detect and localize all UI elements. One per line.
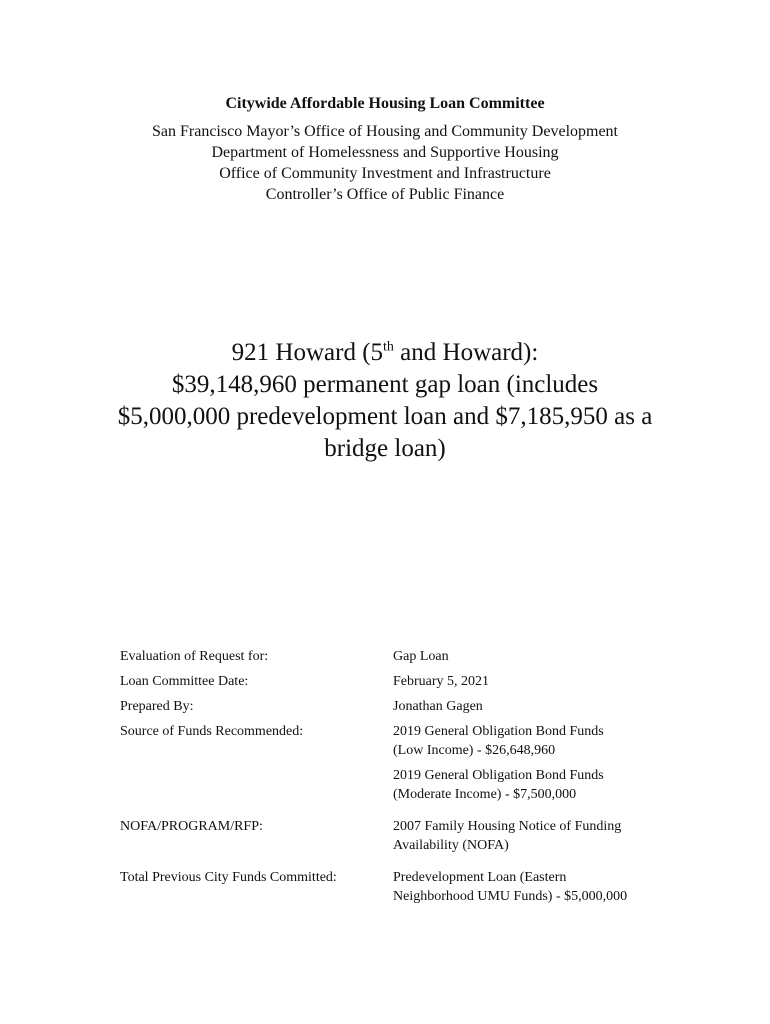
detail-label: Loan Committee Date:: [120, 674, 249, 689]
funding-source-item: [393, 722, 680, 760]
project-name-line: [80, 337, 690, 369]
detail-value-line: 2007 Family Housing Notice of Funding: [393, 819, 622, 834]
detail-row-nofa: [120, 817, 680, 855]
agency-line: San Francisco Mayor’s Office of Housing and Community Development: [152, 123, 618, 140]
detail-value: Jonathan Gagen: [393, 699, 483, 714]
loan-description-line: bridge loan): [324, 435, 446, 462]
detail-values: [393, 817, 680, 855]
project-name-superscript: th: [383, 339, 394, 355]
detail-value-line: (Low Income) - $26,648,960: [393, 743, 556, 758]
detail-values: [393, 868, 680, 906]
detail-value-line: Predevelopment Loan (Eastern: [393, 870, 567, 885]
document-header: [0, 93, 770, 205]
detail-values: [393, 722, 680, 804]
detail-value-line: 2019 General Obligation Bond Funds: [393, 724, 604, 739]
detail-label: Evaluation of Request for:: [120, 649, 269, 664]
funding-source-item: [393, 766, 680, 804]
detail-row-evaluation: [120, 647, 680, 666]
project-name-part2: and Howard):: [393, 339, 539, 366]
loan-description-line: $5,000,000 predevelopment loan and $7,185,950 as a: [117, 403, 653, 430]
detail-value: Gap Loan: [393, 649, 449, 664]
agency-line: Department of Homelessness and Supportive Housing: [211, 144, 559, 161]
detail-value-line: (Moderate Income) - $7,500,000: [393, 787, 577, 802]
detail-label: NOFA/PROGRAM/RFP:: [120, 819, 263, 834]
detail-row-date: [120, 672, 680, 691]
project-name-part1: 921 Howard (5: [231, 339, 384, 366]
detail-value-line: Neighborhood UMU Funds) - $5,000,000: [393, 889, 628, 904]
project-title: [80, 337, 690, 465]
detail-value-line: 2019 General Obligation Bond Funds: [393, 768, 604, 783]
detail-row-source-of-funds: [120, 722, 680, 804]
detail-value: February 5, 2021: [393, 674, 490, 689]
agency-line: Controller’s Office of Public Finance: [265, 186, 505, 203]
agency-line: Office of Community Investment and Infrastructure: [219, 165, 551, 182]
detail-value-line: Availability (NOFA): [393, 838, 509, 853]
detail-row-prepared-by: [120, 697, 680, 716]
loan-description-line: $39,148,960 permanent gap loan (includes: [171, 371, 599, 398]
detail-row-previous-funds: [120, 868, 680, 906]
committee-title: Citywide Affordable Housing Loan Committee: [225, 95, 545, 112]
detail-label: Source of Funds Recommended:: [120, 724, 304, 739]
detail-label: Prepared By:: [120, 699, 194, 714]
detail-label: Total Previous City Funds Committed:: [120, 870, 337, 885]
evaluation-details: [120, 647, 680, 912]
